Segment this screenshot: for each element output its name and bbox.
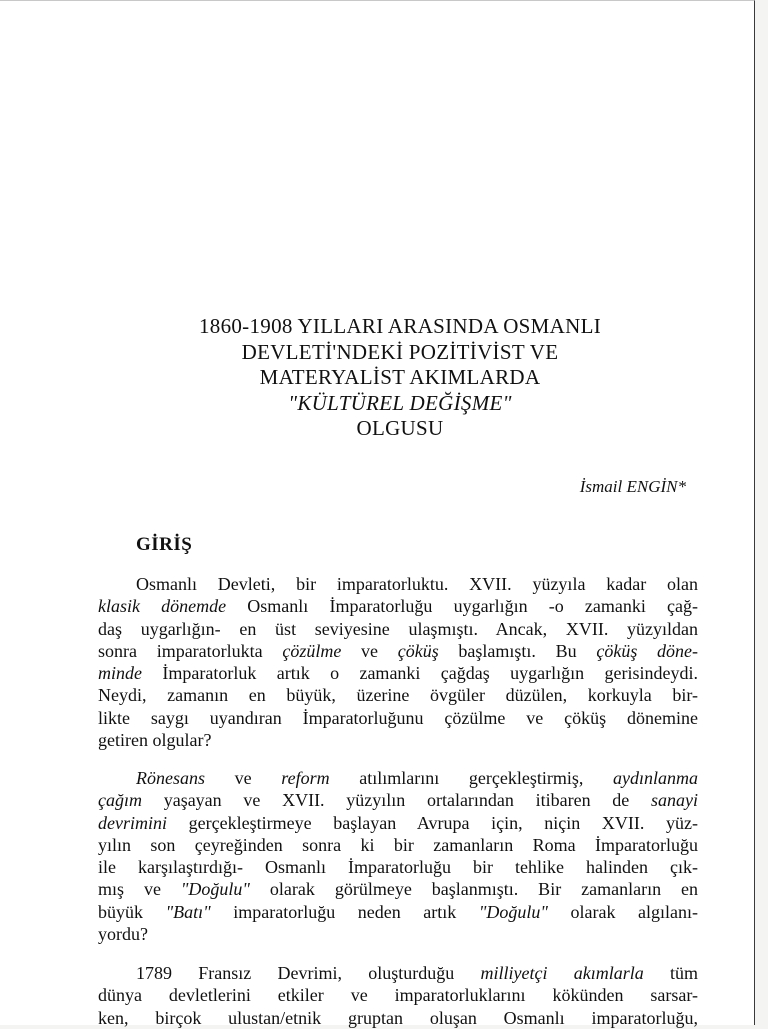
title-line-5: OLGUSU xyxy=(356,416,444,441)
italic-term: sanayi xyxy=(651,790,698,811)
author-name: İsmail ENGİN* xyxy=(579,477,686,496)
italic-term: reform xyxy=(281,768,330,788)
text-line: sonra imparatorlukta çözülme ve çöküş başlamıştı. Bu çöküş döne- xyxy=(98,640,699,661)
italic-term: minde xyxy=(98,663,142,684)
text-line: Rönesans ve reform atılımlarını gerçekleştirmiş, aydınlanma xyxy=(136,768,698,788)
title-line-2: DEVLETİ'NDEKİ POZİTİVİST VE xyxy=(241,339,559,364)
text-line: mış ve "Doğulu" olarak görülmeye başlanmıştı. Bir zamanların en xyxy=(98,879,698,900)
text-line: likte saygı uyandıran İmparatorluğunu çözülme ve çöküş dönemine xyxy=(98,707,698,728)
paragraph-1 xyxy=(98,573,698,751)
italic-term: "Batı" xyxy=(165,901,211,922)
paragraph-3 xyxy=(98,962,698,1029)
text-line: devrimini gerçekleştirmeye başlayan Avrupa için, niçin XVII. yüz- xyxy=(98,812,698,833)
text-line: yordu? xyxy=(98,924,148,945)
text-line: Osmanlı Devleti, bir imparatorluktu. XVII. yüzyıla kadar olan xyxy=(136,574,698,594)
section-heading: GİRİŞ xyxy=(136,534,193,555)
italic-term: aydınlanma xyxy=(613,768,698,788)
title-line-3: MATERYALİST AKIMLARDA xyxy=(259,365,541,390)
title-line-1: 1860-1908 YILLARI ARASINDA OSMANLI xyxy=(198,314,601,338)
italic-term: çöküş döne- xyxy=(596,640,699,661)
italic-term: devrimini xyxy=(98,812,167,833)
italic-term: klasik dönemde xyxy=(98,596,227,617)
text-line: ile karşılaştırdığı- Osmanlı İmparatorluğu bir tehlike halinden çık- xyxy=(98,857,698,878)
text-line: dünya devletlerini etkiler ve imparatorluklarını kökünden sarsar- xyxy=(98,985,698,1006)
text-line: getiren olgular? xyxy=(98,730,212,751)
text-line: ken, birçok ulustan/etnik gruptan oluşan Osmanlı imparatorluğu, xyxy=(98,1007,698,1028)
italic-term: milliyetçi akımlarla xyxy=(480,963,644,983)
article-title xyxy=(80,314,720,442)
text-line: büyük "Batı" imparatorluğu neden artık "Doğulu" olarak algılanı- xyxy=(98,901,699,922)
italic-term: çağım xyxy=(98,790,142,811)
italic-term: Rönesans xyxy=(136,768,205,788)
title-line-4: "KÜLTÜREL DEĞİŞME" xyxy=(288,390,512,415)
text-line: yılın son çeyreğinden sonra ki bir zamanların Roma İmparatorluğu xyxy=(98,834,698,855)
text-line: Neydi, zamanın en büyük, üzerine övgüler düzülen, korkuyla bir- xyxy=(98,685,698,706)
text-line: klasik dönemde Osmanlı İmparatorluğu uygarlığın -o zamanki çağ- xyxy=(98,596,699,617)
italic-term: "Doğulu" xyxy=(180,879,250,900)
paragraph-2 xyxy=(98,767,698,945)
italic-term: çöküş xyxy=(397,640,439,661)
text-line: daş uygarlığın- en üst seviyesine ulaşmıştı. Ancak, XVII. yüzyıldan xyxy=(98,618,698,639)
italic-term: çözülme xyxy=(282,640,342,661)
text-line: çağım yaşayan ve XVII. yüzyılın ortalarından itibaren de sanayi xyxy=(98,790,698,811)
text-line: 1789 Fransız Devrimi, oluşturduğu milliyetçi akımlarla tüm xyxy=(136,963,698,983)
italic-term: "Doğulu" xyxy=(478,901,548,922)
text-line: minde İmparatorluk artık o zamanki çağdaş uygarlığın gerisindeydi. xyxy=(98,663,698,684)
